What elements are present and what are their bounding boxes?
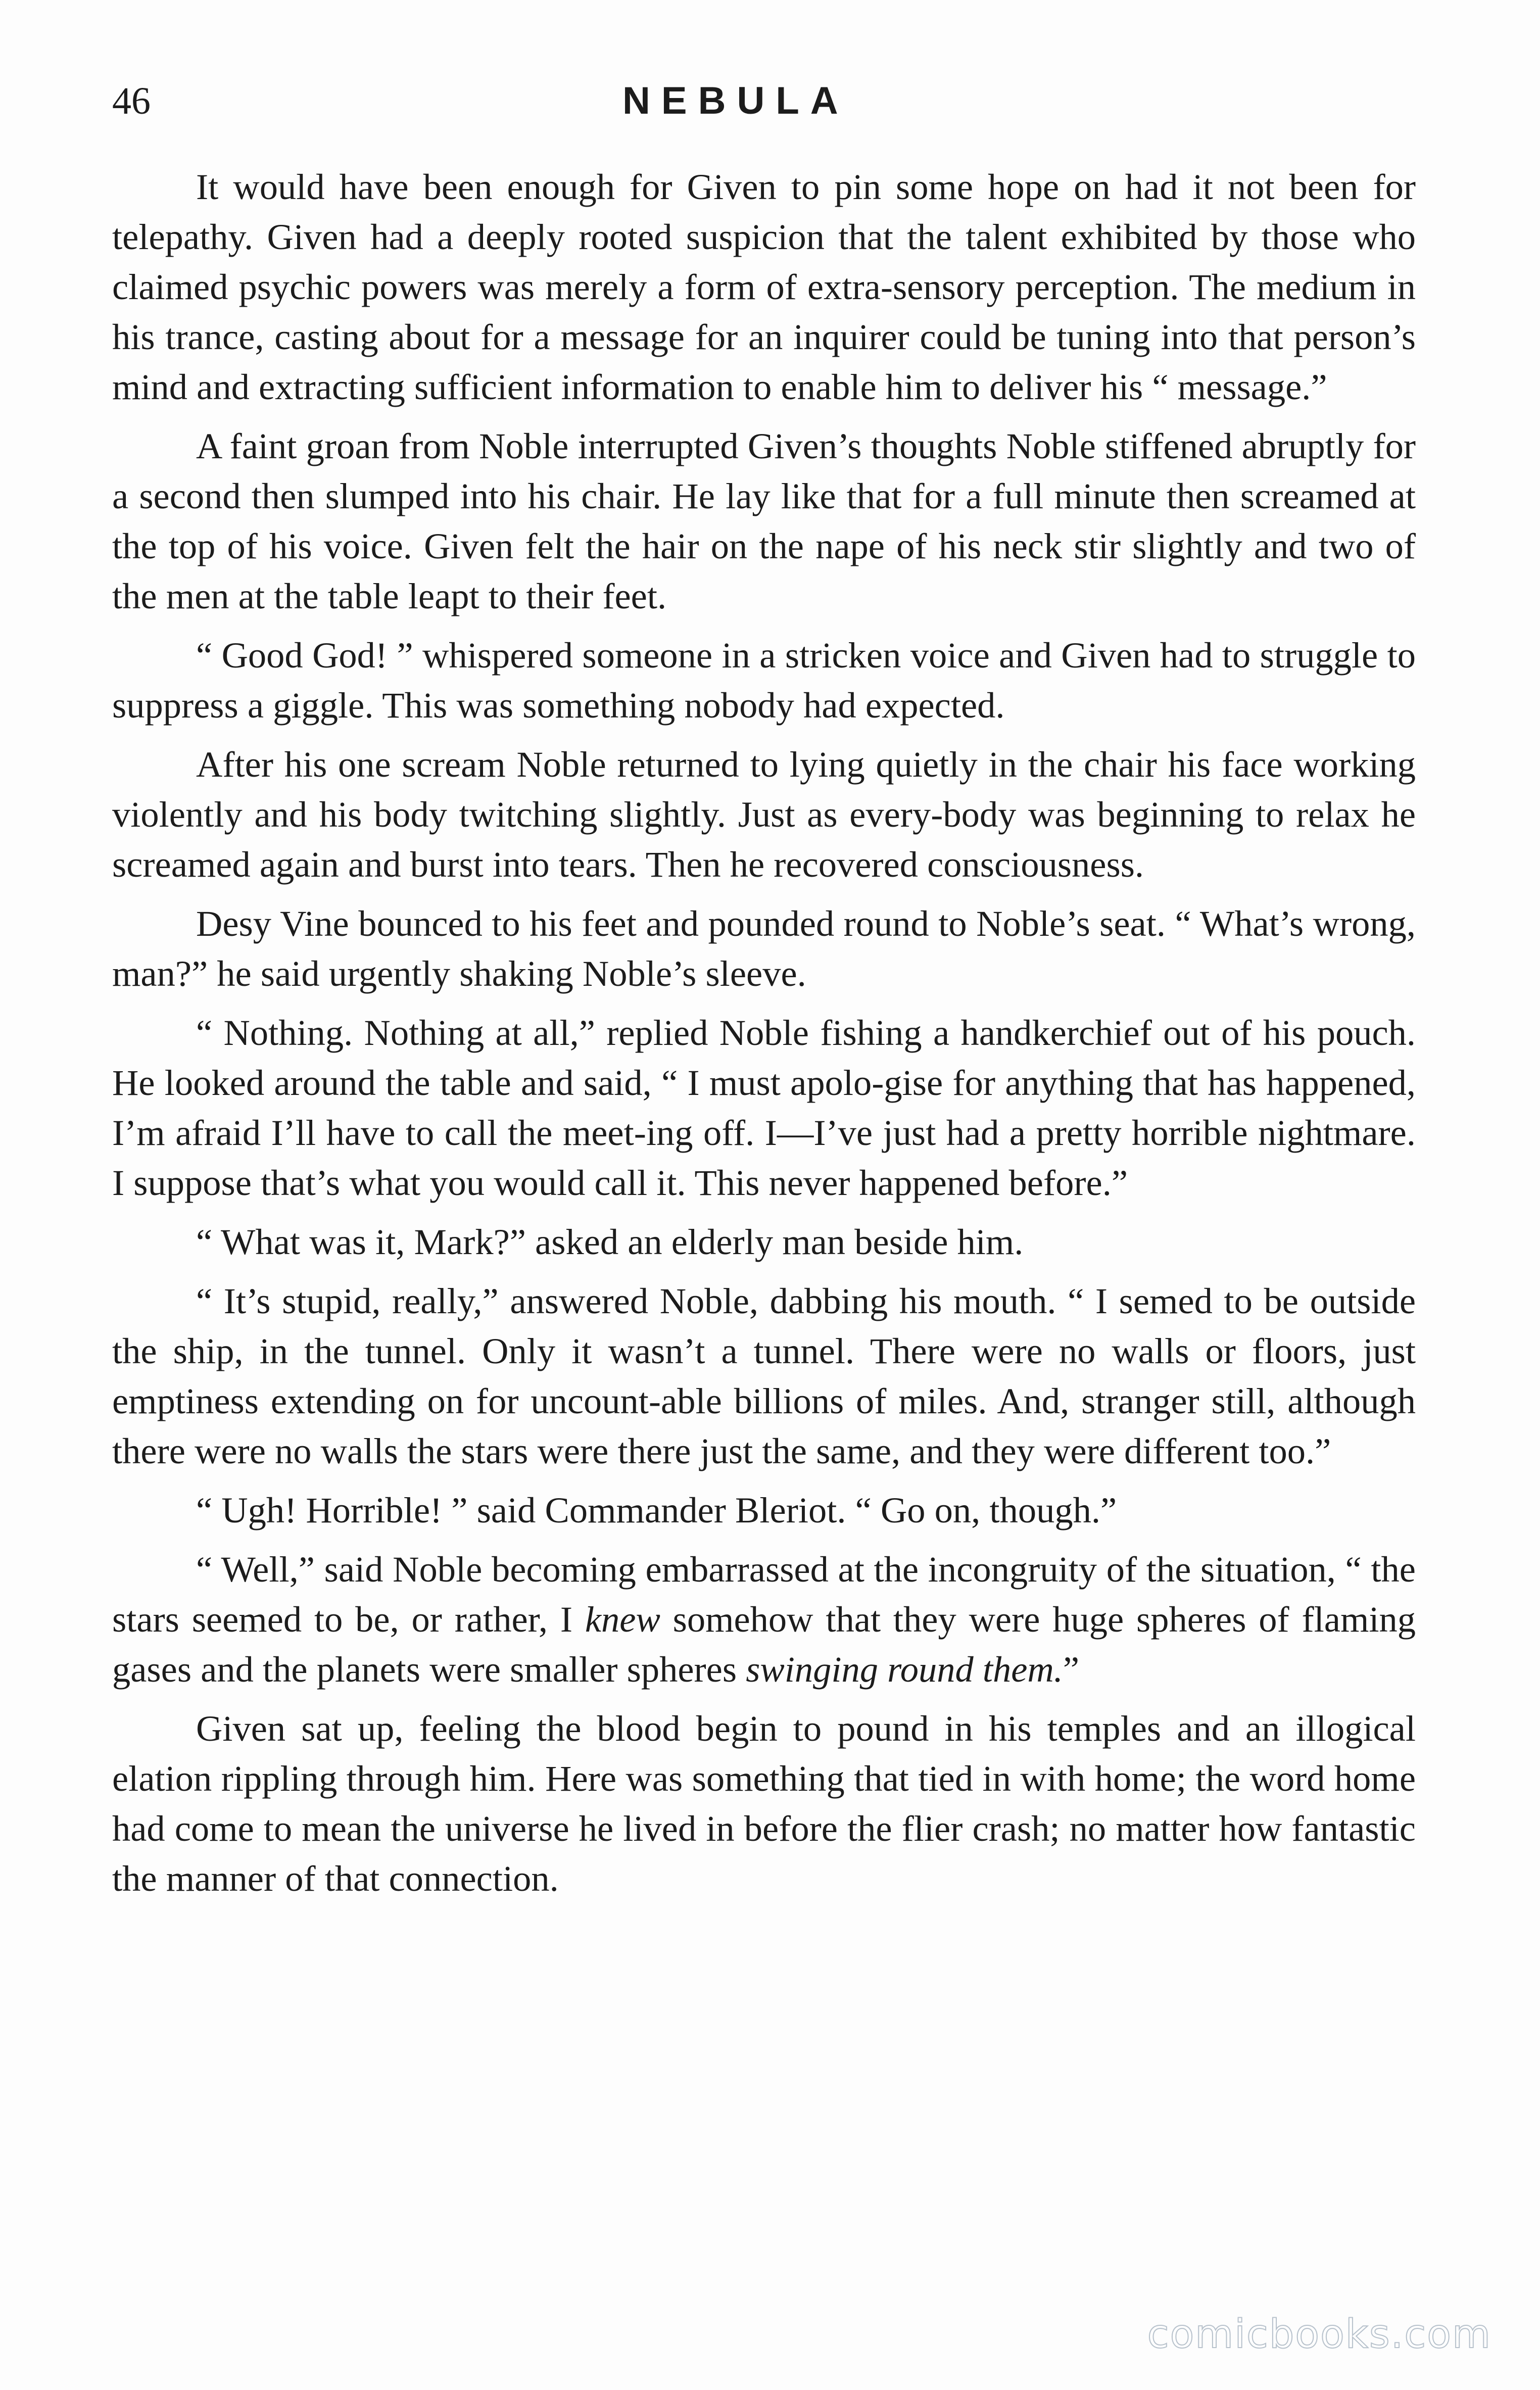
paragraph-10-emphasis: knew [585,1599,660,1640]
paragraph-3: “ Good God! ” whispered someone in a stricken voice and Given had to struggle to suppress a giggle. This was something nobody had expected. [112,635,1416,726]
paragraph-8: “ It’s stupid, really,” answered Noble, dabbing his mouth. “ I semed to be outside the ship, in the tunnel. Only it wasn’t a tunnel. There were no walls or floors, just emptiness extending on for uncount-able billions of miles. And, stranger still, although there were no walls the stars were there just the same, and they were different too.” [112,1280,1416,1471]
paragraph-2: A faint groan from Noble interrupted Given’s thoughts Noble stiffened abruptly for a second then slumped into his chair. He lay like that for a full minute then screamed at the top of his voice. Given felt the hair on the nape of his neck stir slightly and two of the men at the table leapt to their feet. [112,425,1416,616]
paragraph-10-start: “ Well,” said Noble becoming embarrassed at the incongruity of the situation, “ the stars seemed to be, or rather, I [112,1549,1416,1640]
paragraph-11: Given sat up, feeling the blood begin to pound in his temples and an illogical elation rippling through him. Here was something that tied in with home; the word home had come to mean the universe he lived in before the flier crash; no matter how fantastic the manner of that connection. [112,1708,1416,1899]
paragraph-10-middle: somehow that they were huge spheres of flaming gases and the planets were smaller spheres [112,1599,1416,1690]
paragraph-10-emphasis-end: swinging round them. [746,1649,1063,1690]
paragraph-5: Desy Vine bounced to his feet and pounded round to Noble’s seat. “ What’s wrong, man?” he said urgently shaking Noble’s sleeve. [112,903,1416,994]
watermark: comicbooks.com [1147,2312,1491,2357]
paragraph-1: It would have been enough for Given to pin some hope on had it not been for telepathy. Given had a deeply rooted suspicion that the talent exhibited by those who claimed psychic powers was merely a form of extra-sensory perception. The medium in his trance, casting about for a message for an inquirer could be tuning into that person’s mind and extracting sufficient information to enable him to deliver his “ message.” [112,166,1416,407]
running-head [112,76,1416,131]
paragraph-6: “ Nothing. Nothing at all,” replied Noble fishing a handkerchief out of his pouch. He looked around the table and said, “ I must apolo-gise for anything that has happened, I’m afraid I’ll have to call the meet-ing off. I—I’ve just had a pretty horrible nightmare. I suppose that’s what you would call it. This never happened before.” [112,1012,1416,1203]
paragraph-7: “ What was it, Mark?” asked an elderly man beside him. [196,1221,1024,1262]
page-number: 46 [112,80,151,122]
magazine-title: NEBULA [622,79,849,122]
paragraph-4: After his one scream Noble returned to lying quietly in the chair his face working violently and his body twitching slightly. Just as every-body was beginning to relax he screamed again and burst into tears. Then he recovered consciousness. [112,744,1416,885]
story-text [112,162,1416,1903]
paragraph-9: “ Ugh! Horrible! ” said Commander Bleriot. “ Go on, though.” [196,1490,1117,1531]
paragraph-10-close: ” [1063,1649,1080,1690]
paragraph-10 [112,1544,1416,1694]
